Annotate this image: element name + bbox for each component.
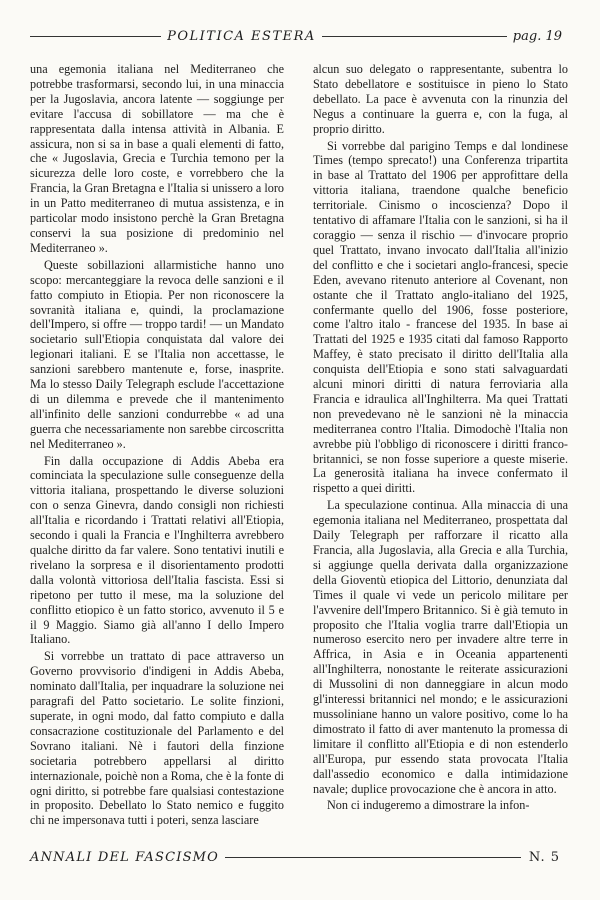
paragraph: La speculazione continua. Alla minaccia di una egemonia italiana nel Mediterraneo, prospettata dal Daily Telegraph per rafforzare il ricatto alla Francia, alla Jugoslavia, alla Grecia e alla Turchia, si aggiunge quella derivata dalla organizzazione della Gioventù etiopica del Littorio, denunziata dal Times il quale vi vede un pericolo militare per l'avvenire dell'Impero Britannico. Si è già temuto in proposito che l'Italia voglia trarre dall'Etiopia un numeroso esercito nero per invadere altre terre in Affrica, in Asia e in Oceania appartenenti all'Inghilterra, nonostante le reiterate assicurazioni di Mussolini di non danneggiare in alcun modo gl'interessi britannici nel mondo; e le assicurazioni mussoliniane hanno un valore positivo, come lo ha dimostrato il fatto di aver mantenuto la promessa di limitare il conflitto all'Etiopia e di non estenderlo all'Europa, pur essendo stata provocata l'Italia dall'assedio economico e dalla intimidazione navale; duplice provocazione che è ancora in atto. [313, 498, 568, 796]
paragraph: una egemonia italiana nel Mediterraneo che potrebbe trasformarsi, secondo lui, in una minaccia per la Jugoslavia, ancora latente — soggiunge per evitare l'accusa di sobillatore — ma che è rappresentata dalla intensa attività in Albania. E assicura, non si sa in base a quali elementi di fatto, che « Jugoslavia, Grecia e Turchia temono per la sicurezza delle loro coste, e vorrebbero che la Francia, la Gran Bretagna e l'Italia si unissero a loro in un Patto mediterraneo di mutua assistenza, e in particolar modo insistono perchè la Gran Bretagna conservi la sua posizione di predominio nel Mediterraneo ». [30, 62, 284, 255]
issue-number: N. 5 [528, 849, 560, 865]
paragraph: alcun suo delegato o rappresentante, subentra lo Stato debellatore e sostituisce in pieno lo Stato debellato. La pace è avvenuta con la rinunzia del Negus a continuare la guerra e, con la fuga, al proprio diritto. [313, 62, 568, 136]
running-footer [30, 846, 560, 868]
paragraph: Queste sobillazioni allarmistiche hanno uno scopo: mercanteggiare la revoca delle sanzioni e il fatto compiuto in Etiopia. Per non riconoscere la sovranità italiana e, quindi, la proclamazione dell'Impero, si offre — troppo tardi! — un Mandato societario sull'Etiopia conquistata dal valore dei legionari italiani. E se l'Italia non accettasse, le sanzioni sarebbero mantenute e, forse, inasprite. Ma lo stesso Daily Telegraph esclude l'accettazione di un dilemma e prevede che il mantenimento all'infinito delle sanzioni condurrebbe « ad una guerra che necessariamente non sarebbe circoscritta nel Mediterraneo ». [30, 257, 284, 451]
header-rule-right [322, 36, 507, 37]
right-column [313, 62, 568, 813]
journal-title: ANNALI DEL FASCISMO [30, 849, 220, 865]
paragraph: Si vorrebbe dal parigino Temps e dal londinese Times (tempo sprecato!) una Conferenza tripartita in base al Trattato del 1906 per approfittare della vittoria italiana, traendone qualche beneficio territoriale. Cinismo o incoscienza? Dopo il tentativo di affamare l'Italia con le sanzioni, si ha il coraggio — senza il rischio — d'invocare proprio quel Trattato, invano invocato dall'Italia all'inizio del conflitto e che i societari anglo-francesi, specie Eden, avevano ritenuto anteriore al Covenant, non ostante che il Trattato anglo-italiano del 1925, confermante quello del 1906, fosse posteriore, come l'altro italo - francese del 1935. In base ai Trattati del 1925 e 1935 citati dal famoso Rapporto Maffey, è stato precisato il diritto dell'Italia alla conquista dell'Etiopia e sono stati salvaguardati alcuni minori diritti di natura ferroviaria alla Francia e idraulica all'Inghilterra. Ma quei Trattati non prevedevano nè le sanzioni nè la minaccia mediterranea contro l'Italia. Dimodochè l'Italia non avrebbe più l'obbligo di riconoscere i diritti franco-britannici, se non fosse superiore a queste miserie. La generosità italiana ha invece confermato il rispetto a quei diritti. [313, 138, 568, 496]
paragraph: Si vorrebbe un trattato di pace attraverso un Governo provvisorio d'indigeni in Addis Abeba, nominato dall'Italia, per inquadrare la soluzione nei paragrafi del Patto societario. Le solite finzioni, superate, in ogni modo, dal fatto compiuto e dalla consacrazione costituzionale del Parlamento e del Sovrano italiani. Nè i fautori della finzione societaria potrebbero appellarsi al diritto internazionale, poichè non a Roma, che è la fonte di ogni diritto, si potrebbe fare qualsiasi contestazione in proposito. Debellato lo Stato nemico e fuggito chi ne impersonava tutti i poteri, senza lasciare [30, 649, 284, 828]
page-number: pag. 19 [512, 28, 562, 44]
left-column [30, 62, 284, 828]
footer-rule [225, 857, 521, 858]
header-rule-left [30, 36, 161, 37]
running-header [30, 26, 562, 46]
paragraph: Non ci indugeremo a dimostrare la infon- [327, 798, 530, 813]
paragraph: Fin dalla occupazione di Addis Abeba era cominciata la speculazione sulle conseguenze della vittoria italiana, prospettando le diverse soluzioni con o senza Ginevra, dando consigli non richiesti all'Italia e ricordando i Trattati relativi all'Etiopia, secondo i quali la Francia e l'Inghilterra avrebbero qualche diritto da far valere. Sono tentativi inutili e rivelano la sorpresa e il disorientamento prodotti dalla volontà vittoriosa dell'Italia fascista. Essi si ripetono per tutto il mese, ma la soluzione del conflitto etiopico è un fatto storico, avvenuto il 5 e il 9 Maggio. Siamo già all'anno I dello Impero Italiano. [30, 453, 284, 647]
section-title: POLITICA ESTERA [167, 28, 316, 44]
